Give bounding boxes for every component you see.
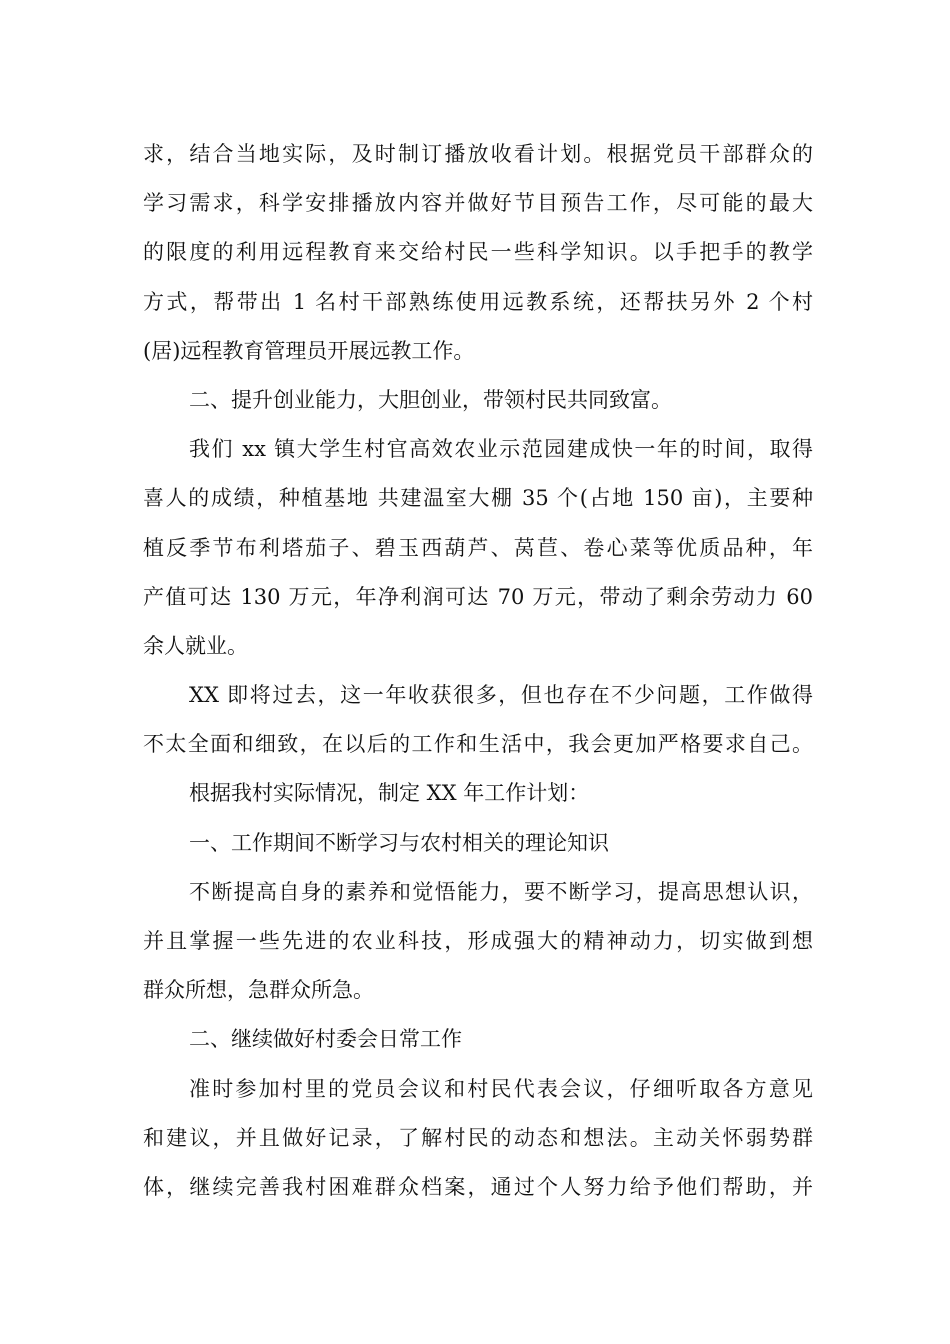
text-line: 准时参加村里的党员会议和村民代表会议，仔细听取各方意见 xyxy=(189,1076,813,1101)
text-line: 群众所想，急群众所急。 xyxy=(143,978,374,1003)
section-heading: 二、继续做好村委会日常工作 xyxy=(189,1027,462,1052)
text-line: 体，继续完善我村困难群众档案，通过个人努力给予他们帮助，并 xyxy=(143,1174,813,1199)
document-body xyxy=(143,130,813,1212)
text-line: 喜人的成绩，种植基地 共建温室大棚 35 个(占地 150 亩)，主要种 xyxy=(143,486,813,511)
text-line: 的限度的利用远程教育来交给村民一些科学知识。以手把手的教学 xyxy=(143,240,813,265)
text-line: 学习需求，科学安排播放内容并做好节目预告工作，尽可能的最大 xyxy=(143,191,813,216)
text-line: 植反季节布利塔茄子、碧玉西葫芦、莴苣、卷心菜等优质品种，年 xyxy=(143,535,813,560)
text-line: 产值可达 130 万元，年净利润可达 70 万元，带动了剩余劳动力 60 xyxy=(143,584,813,609)
text-line: 根据我村实际情况，制定 XX 年工作计划： xyxy=(189,781,590,806)
text-line: 余人就业。 xyxy=(143,633,248,658)
text-line: XX 即将过去，这一年收获很多，但也存在不少问题，工作做得 xyxy=(189,683,813,708)
text-line: 不断提高自身的素养和觉悟能力，要不断学习，提高思想认识， xyxy=(189,879,813,904)
text-line: 求，结合当地实际，及时制订播放收看计划。根据党员干部群众的 xyxy=(143,142,813,166)
section-heading: 一、工作期间不断学习与农村相关的理论知识 xyxy=(189,830,609,855)
text-line: 我们 xx 镇大学生村官高效农业示范园建成快一年的时间，取得 xyxy=(189,437,813,462)
text-line: 不太全面和细致，在以后的工作和生活中，我会更加严格要求自己。 xyxy=(143,732,813,757)
section-heading: 二、提升创业能力，大胆创业，带领村民共同致富。 xyxy=(189,387,672,412)
text-line: 方式，帮带出 1 名村干部熟练使用远教系统，还帮扶另外 2 个村 xyxy=(143,289,813,314)
text-line: (居)远程教育管理员开展远教工作。 xyxy=(143,338,475,363)
text-line: 并且掌握一些先进的农业科技，形成强大的精神动力，切实做到想 xyxy=(143,929,813,953)
text-line: 和建议，并且做好记录，了解村民的动态和想法。主动关怀弱势群 xyxy=(143,1125,813,1150)
